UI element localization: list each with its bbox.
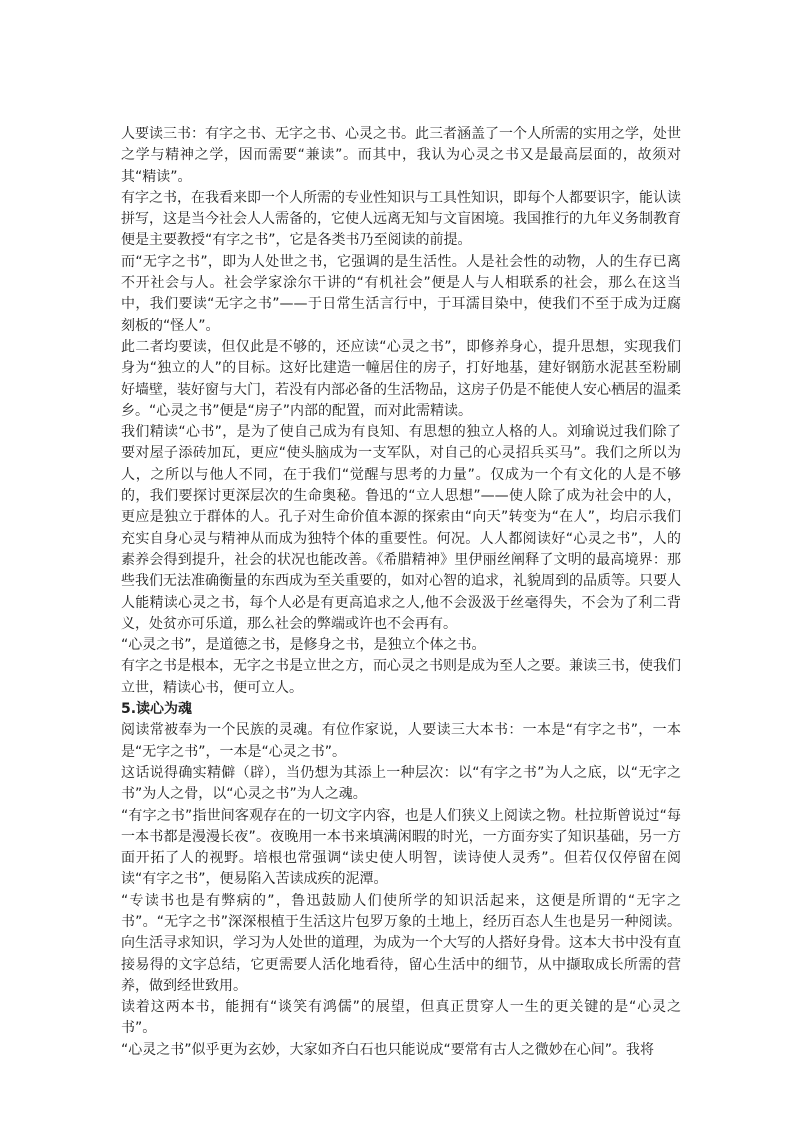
paragraph: 而“无字之书”，即为人处世之书，它强调的是生活性。人是社会性的动物，人的生存已离不开社会与人。社会学家涂尔干讲的“有机社会”便是人与人相联系的社会，那么在这当中，我们要读“无字之书”——于日常生活言行中，于耳濡目染中，使我们不至于成为迂腐刻板的“怪人”。: [121, 253, 681, 334]
paragraph: 人要读三书：有字之书、无字之书、心灵之书。此三者涵盖了一个人所需的实用之学，处世之学与精神之学，因而需要“兼读”。而其中，我认为心灵之书又是最高层面的，故须对其“精读”。: [121, 126, 681, 185]
paragraph: 这话说得确实精僻（辟），当仍想为其添上一种层次：以“有字之书”为人之底，以“无字之书”为人之骨，以“心灵之书”为人之魂。: [121, 764, 681, 803]
paragraph: “专读书也是有弊病的”，鲁迅鼓励人们使所学的知识活起来，这便是所谓的“无字之书”。“无字之书”深深根植于生活这片包罗万象的土地上，经历百态人生也是另一种阅读。向生活寻求知识，学习为人处世的道理，为成为一个大写的人搭好身骨。这本大书中没有直接易得的文字总结，它更需要人活化地看待，留心生活中的细节，从中撷取成长所需的营养，做到经世致用。: [121, 892, 681, 994]
paragraph: 阅读常被奉为一个民族的灵魂。有位作家说，人要读三大本书：一本是“有字之书”，一本是“无字之书”，一本是“心灵之书”。: [121, 722, 681, 760]
paragraph: 此二者均要读，但仅此是不够的，还应读“心灵之书”，即修养身心，提升思想，实现我们身为“独立的人”的目标。这好比建造一幢居住的房子，打好地基，建好钢筋水泥甚至粉刷好墙壁，装好窗与大门，若没有内部必备的生活物品，这房子仍是不能使人安心栖居的温柔乡。“心灵之书”便是“房子”内部的配置，而对此需精读。: [121, 338, 681, 419]
section-heading: 5.读心为魂: [121, 701, 193, 718]
paragraph: “有字之书”指世间客观存在的一切文字内容，也是人们狭义上阅读之物。杜拉斯曾说过“每一本书都是漫漫长夜”。夜晚用一本书来填满闲暇的时光，一方面夯实了知识基础，另一方面开拓了人的视野。培根也常强调“读史使人明智，读诗使人灵秀”。但若仅仅停留在阅读“有字之书”，便易陷入苦读成疾的泥潭。: [121, 807, 681, 888]
paragraph: “心灵之书”，是道德之书，是修身之书，是独立个体之书。: [121, 637, 486, 654]
paragraph: “心灵之书”似乎更为玄妙，大家如齐白石也只能说成“要常有古人之微妙在心间”。我将: [121, 1041, 655, 1058]
paragraph: 读着这两本书，能拥有“谈笑有鸿儒”的展望，但真正贯穿人一生的更关键的是“心灵之书”。: [121, 999, 681, 1037]
paragraph: 我们精读“心书”，是为了使自己成为有良知、有思想的独立人格的人。刘瑜说过我们除了要对屋子添砖加瓦，更应“使头脑成为一支军队，对自己的心灵招兵买马”。我们之所以为人，之所以与他人不同，在于我们“觉醒与思考的力量”。仅成为一个有文化的人是不够的，我们要探讨更深层次的生命奥秘。鲁迅的“立人思想”——使人除了成为社会中的人，更应是独立于群体的人。孔子对生命价值本源的探索由“向天”转变为“在人”，均启示我们充实自身心灵与精神从而成为独特个体的重要性。何况。人人都阅读好“心灵之书”，人的素养会得到提升，社会的状况也能改善。《希腊精神》里伊丽丝阐释了文明的最高境界：那些我们无法准确衡量的东西成为至关重要的，如对心智的追求，礼貌周到的品质等。只要人人能精读心灵之书，每个人必是有更高追求之人,他不会汲汲于丝毫得失，不会为了利二背义，处贫亦可乐道，那么社会的弊端或许也不会再有。: [121, 424, 681, 632]
paragraph: 有字之书是根本，无字之书是立世之方，而心灵之书则是成为至人之要。兼读三书，使我们立世，精读心书，便可立人。: [121, 658, 681, 696]
paragraph: 有字之书，在我看来即一个人所需的专业性知识与工具性知识，即每个人都要识字，能认读拼写，这是当今社会人人需备的，它使人远离无知与文盲困境。我国推行的九年义务制教育便是主要教授“有字之书”，它是各类书乃至阅读的前提。: [121, 189, 681, 249]
document-body: [121, 124, 681, 1061]
